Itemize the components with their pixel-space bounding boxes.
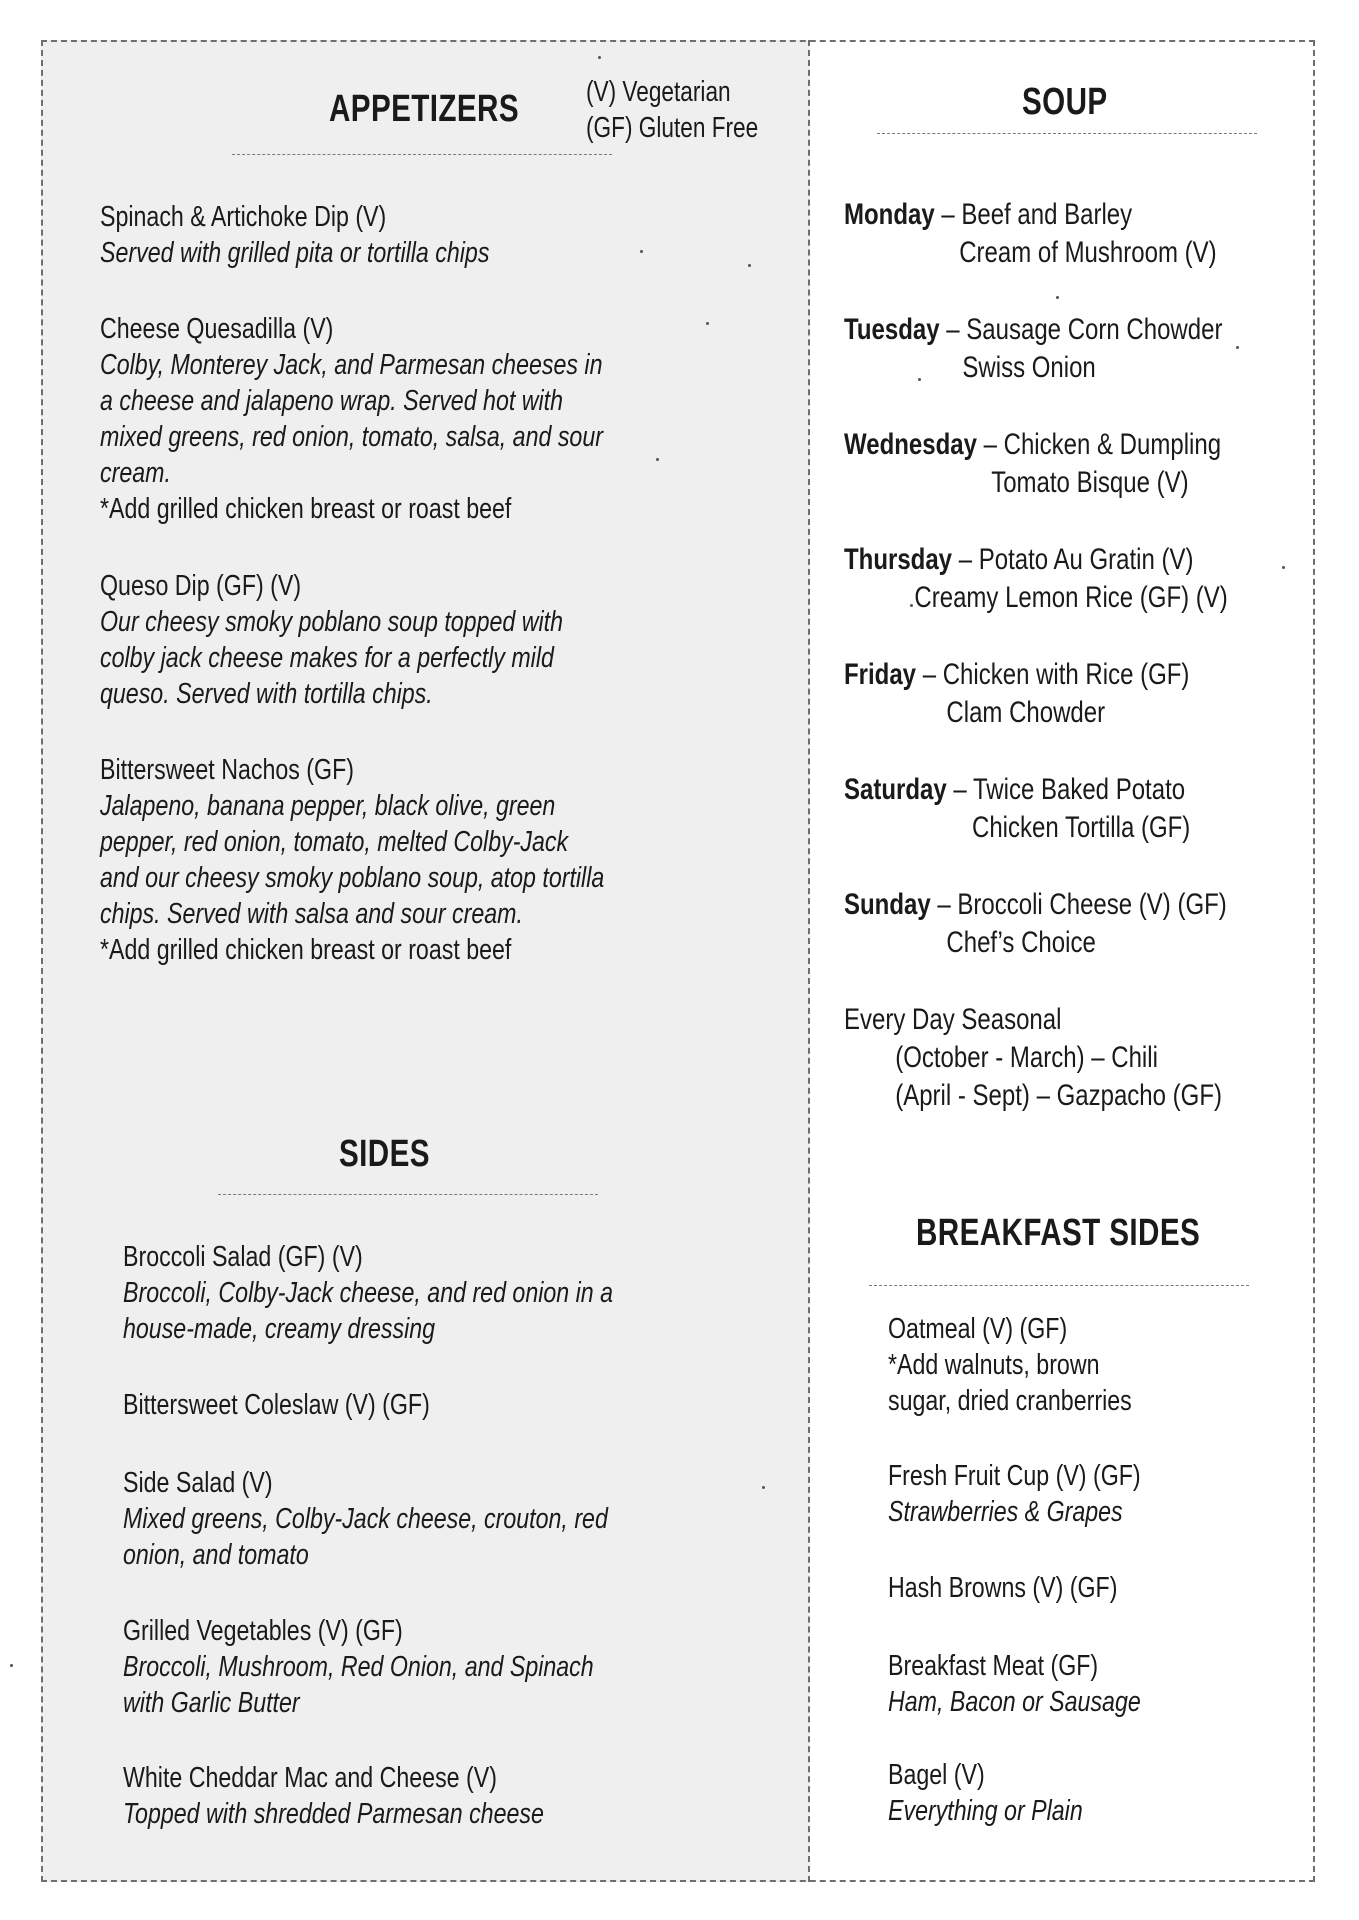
soup-day-thursday: Thursday – Potato Au Gratin (V) Creamy Lemon Rice (GF) (V) [844, 541, 1324, 617]
legend-gluten-free: (GF) Gluten Free [586, 112, 759, 144]
item-add-on-note: *Add walnuts, brown [888, 1349, 1100, 1381]
item-name: Cheese Quesadilla (V) [100, 313, 334, 345]
breakfast-item [888, 1458, 1204, 1530]
texture-speck [1236, 346, 1239, 349]
texture-speck [1056, 296, 1059, 299]
item-description: and our cheesy smoky poblano soup, atop tortilla [100, 862, 605, 894]
item-name: White Cheddar Mac and Cheese (V) [123, 1762, 497, 1794]
soup-name: Broccoli Cheese (V) (GF) [957, 888, 1227, 921]
breakfast-item [888, 1757, 1131, 1829]
side-item [123, 1760, 649, 1832]
item-description: colby jack cheese makes for a perfectly mild [100, 642, 554, 674]
soup-rule [877, 133, 1257, 134]
breakfast-item [888, 1570, 1175, 1606]
day-name: Saturday [844, 773, 947, 806]
item-name: Side Salad (V) [123, 1467, 273, 1499]
soup-name: Chef’s Choice [946, 926, 1096, 959]
soup-name: Chicken with Rice (GF) [942, 658, 1190, 691]
item-description: Served with grilled pita or tortilla chips [100, 237, 490, 269]
side-item [123, 1613, 711, 1721]
item-name: Bittersweet Nachos (GF) [100, 754, 354, 786]
soup-day-monday: Monday – Beef and Barley Cream of Mushroom (V) [844, 196, 1310, 272]
seasonal-soup: (April - Sept) – Gazpacho (GF) [895, 1079, 1222, 1112]
soup-day-saturday: Saturday – Twice Baked Potato Chicken Tortilla (GF) [844, 771, 1277, 847]
item-description: queso. Served with tortilla chips. [100, 678, 433, 710]
item-name: Bittersweet Coleslaw (V) (GF) [123, 1389, 430, 1421]
appetizer-item [100, 311, 729, 527]
item-description: chips. Served with salsa and sour cream. [100, 898, 523, 930]
soup-name: Clam Chowder [946, 696, 1106, 729]
appetizer-item [100, 199, 587, 271]
item-name: Broccoli Salad (GF) (V) [123, 1241, 363, 1273]
side-item [123, 1465, 729, 1573]
soup-name: Sausage Corn Chowder [966, 313, 1223, 346]
side-item [123, 1387, 507, 1423]
texture-speck [918, 378, 921, 381]
item-description: Ham, Bacon or Sausage [888, 1686, 1141, 1718]
breakfast-sides-rule [869, 1285, 1249, 1286]
item-description: Colby, Monterey Jack, and Parmesan cheeses in [100, 349, 603, 381]
item-name: Grilled Vegetables (V) (GF) [123, 1615, 403, 1647]
item-description: house-made, creamy dressing [123, 1313, 436, 1345]
soup-name: Chicken & Dumpling [1003, 428, 1222, 461]
texture-speck [640, 250, 643, 253]
item-description: a cheese and jalapeno wrap. Served hot with [100, 385, 564, 417]
item-name: Fresh Fruit Cup (V) (GF) [888, 1460, 1141, 1492]
texture-speck [10, 1664, 13, 1667]
appetizer-item [100, 568, 679, 712]
breakfast-item [888, 1648, 1204, 1720]
item-description: pepper, red onion, tomato, melted Colby-Jack [100, 826, 569, 858]
item-name: Queso Dip (GF) (V) [100, 570, 302, 602]
soup-name: Potato Au Gratin (V) [978, 543, 1194, 576]
item-description: Topped with shredded Parmesan cheese [123, 1798, 544, 1830]
texture-speck [762, 1486, 765, 1489]
item-description: Jalapeno, banana pepper, black olive, green [100, 790, 556, 822]
side-item [123, 1239, 736, 1347]
item-description: Broccoli, Colby-Jack cheese, and red onion in a [123, 1277, 614, 1309]
texture-speck [706, 322, 709, 325]
day-name: Wednesday [844, 428, 977, 461]
texture-speck [656, 458, 659, 461]
soup-day-wednesday: Wednesday – Chicken & Dumpling Tomato Bisque (V) [844, 426, 1315, 502]
column-divider [808, 40, 810, 1882]
day-name: Tuesday [844, 313, 940, 346]
soup-day-friday: Friday – Chicken with Rice (GF) Clam Chowder [844, 656, 1276, 732]
diet-legend [586, 74, 758, 146]
item-name: Oatmeal (V) (GF) [888, 1313, 1068, 1345]
item-description: Everything or Plain [888, 1795, 1083, 1827]
item-description: Strawberries & Grapes [888, 1496, 1123, 1528]
item-name: Bagel (V) [888, 1759, 985, 1791]
seasonal-label: Every Day Seasonal [844, 1003, 1062, 1036]
soup-day-tuesday: Tuesday – Sausage Corn Chowder Swiss Onion [844, 311, 1317, 387]
soup-name: Tomato Bisque (V) [991, 466, 1189, 499]
item-name: Breakfast Meat (GF) [888, 1650, 1099, 1682]
appetizers-title: APPETIZERS [329, 88, 520, 130]
soup-day-sunday: Sunday – Broccoli Cheese (V) (GF) Chef’s Choice [844, 886, 1322, 962]
sides-rule [218, 1194, 598, 1195]
texture-speck [598, 56, 601, 59]
texture-speck [1282, 566, 1285, 569]
texture-speck [748, 264, 751, 267]
soup-name: Twice Baked Potato [972, 773, 1186, 806]
breakfast-sides-title: BREAKFAST SIDES [916, 1212, 1201, 1254]
item-description: cream. [100, 457, 171, 489]
item-add-on-note: sugar, dried cranberries [888, 1385, 1132, 1417]
item-description: mixed greens, red onion, tomato, salsa, and sour [100, 421, 603, 453]
soup-name: Creamy Lemon Rice (GF) (V) [914, 581, 1228, 614]
soup-every-day-seasonal [844, 1001, 1316, 1115]
soup-name: Chicken Tortilla (GF) [972, 811, 1191, 844]
item-add-on-note: *Add grilled chicken breast or roast beef [100, 493, 512, 525]
seasonal-soup: (October - March) – Chili [895, 1041, 1158, 1074]
breakfast-item [888, 1311, 1193, 1419]
day-name: Thursday [844, 543, 953, 576]
day-name: Friday [844, 658, 917, 691]
item-description: onion, and tomato [123, 1539, 309, 1571]
item-name: Spinach & Artichoke Dip (V) [100, 201, 387, 233]
item-description: with Garlic Butter [123, 1687, 300, 1719]
appetizers-rule [232, 154, 612, 155]
soup-name: Beef and Barley [961, 198, 1133, 231]
item-name: Hash Browns (V) (GF) [888, 1572, 1118, 1604]
item-description: Mixed greens, Colby-Jack cheese, crouton, red [123, 1503, 608, 1535]
sides-title: SIDES [339, 1133, 430, 1175]
item-description: Broccoli, Mushroom, Red Onion, and Spinach [123, 1651, 594, 1683]
appetizer-item [100, 752, 730, 968]
day-name: Sunday [844, 888, 931, 921]
item-add-on-note: *Add grilled chicken breast or roast beef [100, 934, 512, 966]
soup-name: Swiss Onion [962, 351, 1096, 384]
legend-vegetarian: (V) Vegetarian [586, 76, 731, 108]
soup-name: Cream of Mushroom (V) [959, 236, 1217, 269]
item-description: Our cheesy smoky poblano soup topped with [100, 606, 563, 638]
texture-speck [910, 604, 913, 607]
soup-title: SOUP [1022, 81, 1108, 123]
day-name: Monday [844, 198, 935, 231]
